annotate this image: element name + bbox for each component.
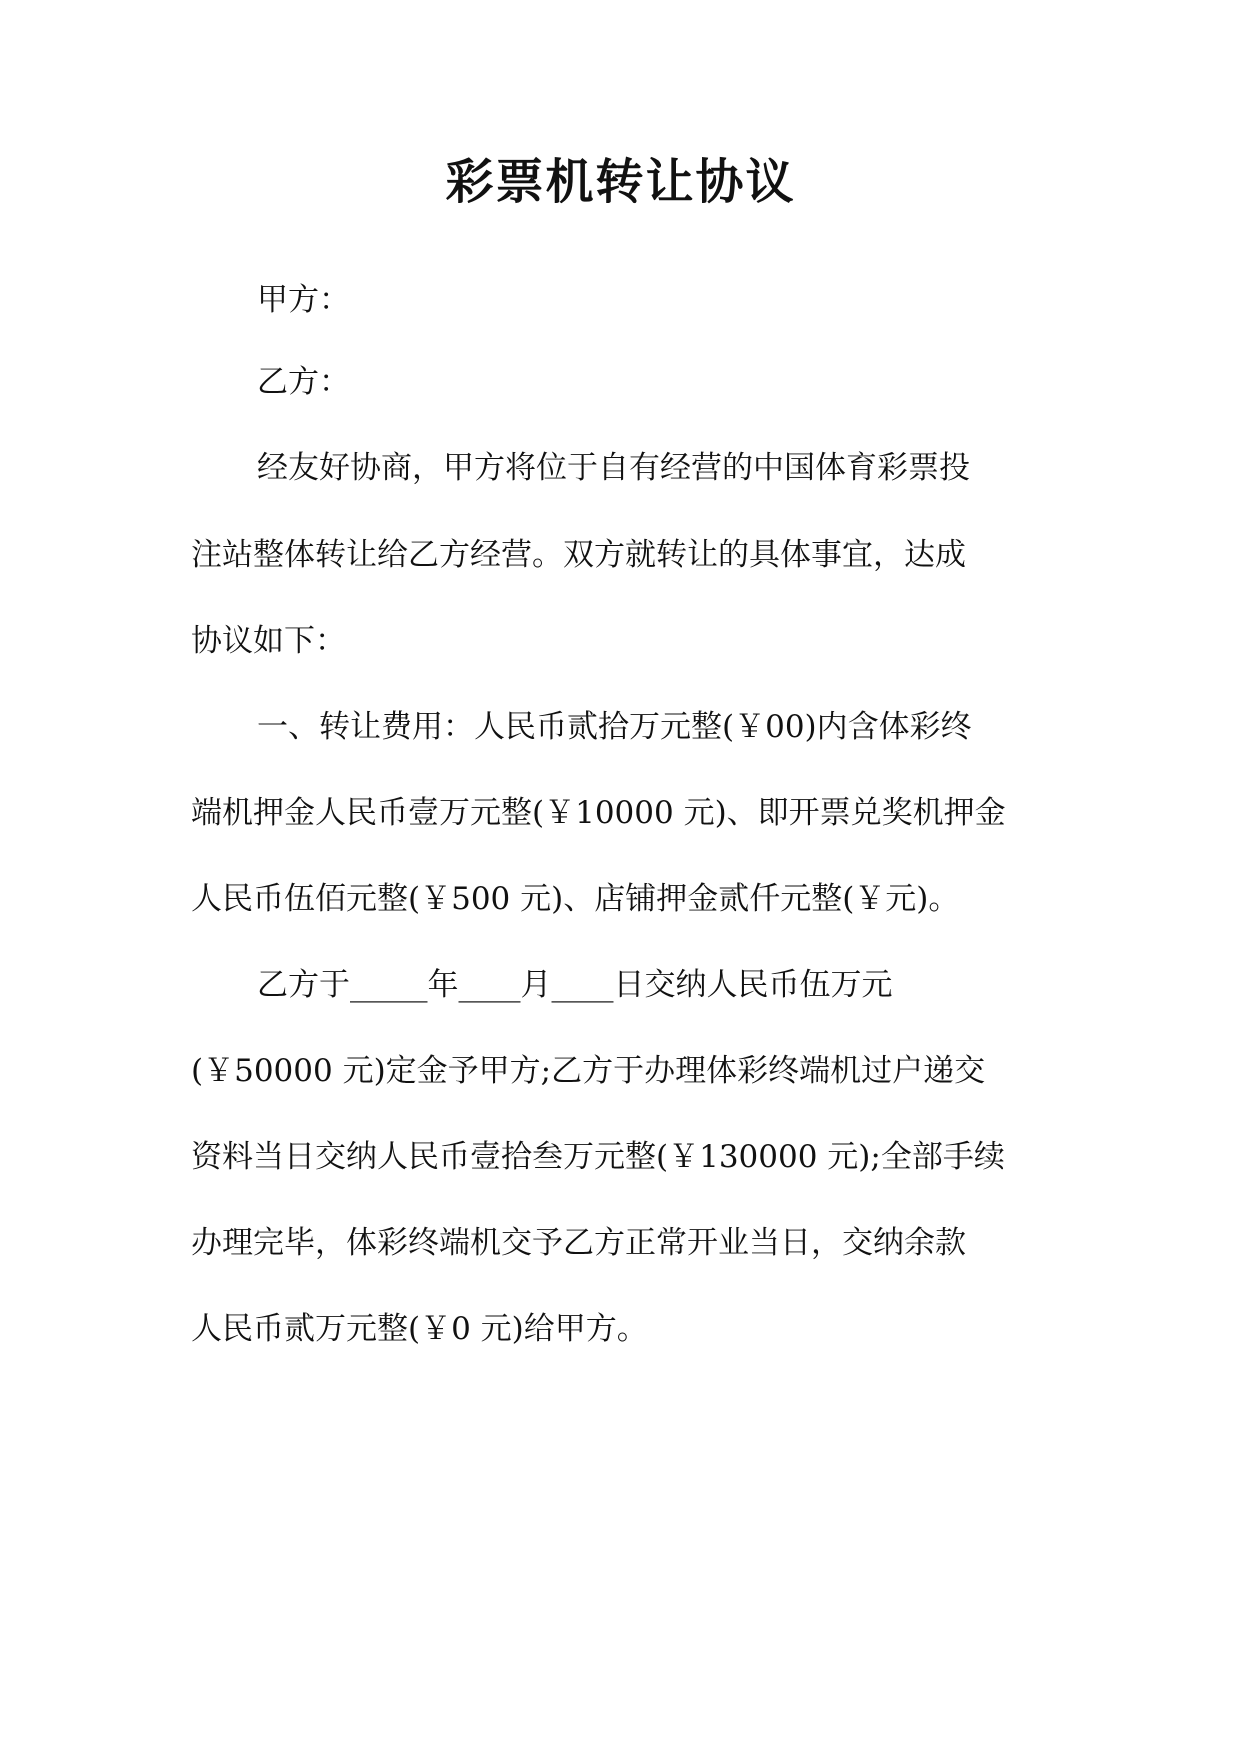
clause-line: 端机押金人民币壹万元整(￥10000 元)、即开票兑奖机押金 <box>191 795 1006 831</box>
paragraph-line: 经友好协商，甲方将位于自有经营的中国体育彩票投 <box>257 450 970 486</box>
clause-line: 一、转让费用：人民币贰拾万元整(￥00)内含体彩终 <box>257 709 972 745</box>
clause-line: 人民币伍佰元整(￥500 元)、店铺押金贰仟元整(￥元)。 <box>191 881 960 917</box>
payment-line: 办理完毕，体彩终端机交予乙方正常开业当日，交纳余款 <box>191 1225 966 1261</box>
payment-line: (￥50000 元)定金予甲方;乙方于办理体彩终端机过户递交 <box>191 1053 986 1089</box>
paragraph-line: 注站整体转让给乙方经营。双方就转让的具体事宜，达成 <box>191 537 966 573</box>
payment-line: 人民币贰万元整(￥0 元)给甲方。 <box>191 1311 648 1347</box>
payment-line: 资料当日交纳人民币壹拾叁万元整(￥130000 元);全部手续 <box>191 1139 1005 1175</box>
paragraph-line: 协议如下： <box>191 623 346 659</box>
party-b-line: 乙方： <box>257 364 350 400</box>
payment-line: 乙方于_____年____月____日交纳人民币伍万元 <box>257 967 893 1003</box>
document-title: 彩票机转让协议 <box>445 154 796 210</box>
party-a-line: 甲方： <box>257 282 350 318</box>
